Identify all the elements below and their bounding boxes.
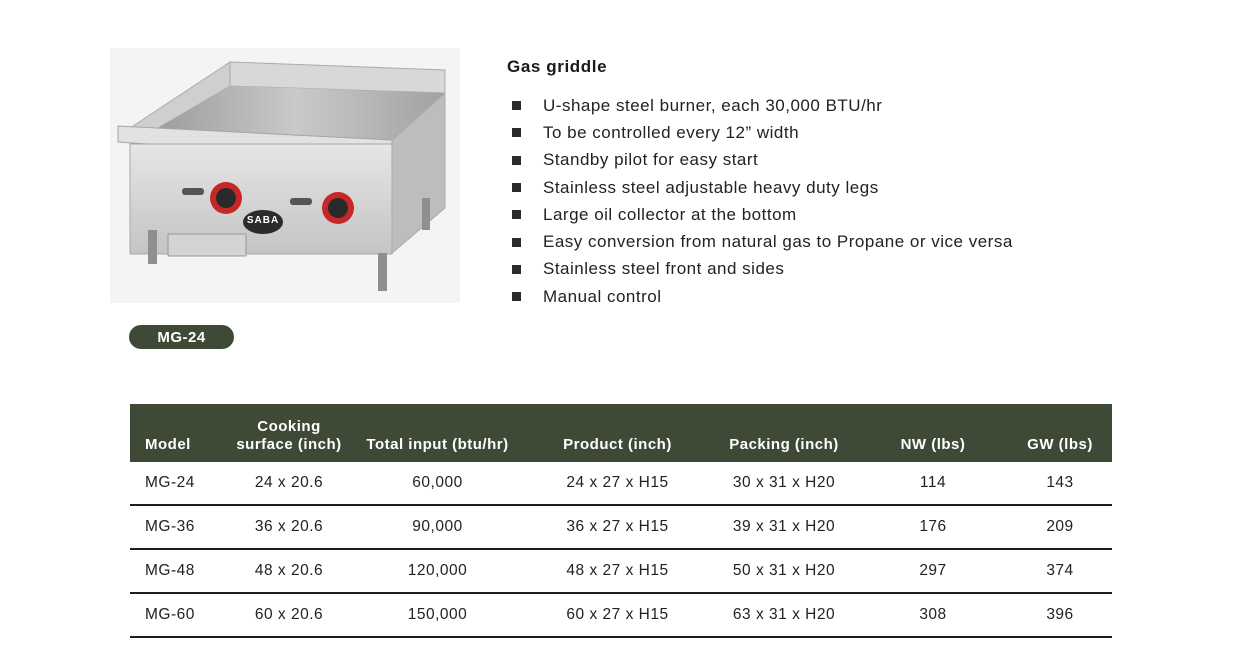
feature-list — [512, 92, 1013, 310]
cell-cooking: 60 x 20.6 — [228, 593, 350, 637]
cell-nw: 308 — [858, 593, 1008, 637]
cell-nw: 297 — [858, 549, 1008, 593]
cell-product: 24 x 27 x H15 — [525, 462, 710, 505]
cell-nw: 114 — [858, 462, 1008, 505]
product-image — [110, 48, 460, 303]
square-bullet-icon — [512, 183, 521, 192]
col-header-nw: NW (lbs) — [858, 404, 1008, 462]
feature-item: To be controlled every 12” width — [512, 119, 1013, 146]
cell-model: MG-24 — [130, 462, 228, 505]
product-title: Gas griddle — [507, 57, 608, 76]
col-header-product: Product (inch) — [525, 404, 710, 462]
cell-model: MG-60 — [130, 593, 228, 637]
square-bullet-icon — [512, 156, 521, 165]
brand-logo: SABA — [246, 215, 280, 226]
cell-gw: 209 — [1008, 505, 1112, 549]
col-header-cooking-surface: Cooking surface (inch) — [228, 404, 350, 462]
cell-cooking: 24 x 20.6 — [228, 462, 350, 505]
cell-product: 36 x 27 x H15 — [525, 505, 710, 549]
feature-item: Easy conversion from natural gas to Propane or vice versa — [512, 228, 1013, 255]
square-bullet-icon — [512, 238, 521, 247]
square-bullet-icon — [512, 265, 521, 274]
spec-table — [130, 404, 1112, 638]
col-header-model: Model — [130, 404, 228, 462]
gas-griddle-illustration — [110, 48, 460, 303]
table-row — [130, 462, 1112, 505]
cell-input: 90,000 — [350, 505, 525, 549]
cell-cooking: 48 x 20.6 — [228, 549, 350, 593]
table-row — [130, 505, 1112, 549]
cell-gw: 143 — [1008, 462, 1112, 505]
cell-packing: 39 x 31 x H20 — [710, 505, 858, 549]
col-header-gw: GW (lbs) — [1008, 404, 1112, 462]
table-header-row — [130, 404, 1112, 462]
cell-gw: 396 — [1008, 593, 1112, 637]
feature-item: Large oil collector at the bottom — [512, 201, 1013, 228]
cell-model: MG-48 — [130, 549, 228, 593]
model-badge: MG-24 — [129, 325, 234, 349]
cell-input: 120,000 — [350, 549, 525, 593]
cell-product: 60 x 27 x H15 — [525, 593, 710, 637]
feature-item: Standby pilot for easy start — [512, 147, 1013, 174]
square-bullet-icon — [512, 292, 521, 301]
table-row — [130, 593, 1112, 637]
feature-item: Stainless steel front and sides — [512, 256, 1013, 283]
table-row — [130, 549, 1112, 593]
col-header-total-input: Total input (btu/hr) — [350, 404, 525, 462]
feature-item: U-shape steel burner, each 30,000 BTU/hr — [512, 92, 1013, 119]
cell-packing: 50 x 31 x H20 — [710, 549, 858, 593]
square-bullet-icon — [512, 210, 521, 219]
feature-item: Stainless steel adjustable heavy duty legs — [512, 174, 1013, 201]
cell-input: 60,000 — [350, 462, 525, 505]
cell-product: 48 x 27 x H15 — [525, 549, 710, 593]
cell-input: 150,000 — [350, 593, 525, 637]
cell-model: MG-36 — [130, 505, 228, 549]
cell-nw: 176 — [858, 505, 1008, 549]
cell-packing: 63 x 31 x H20 — [710, 593, 858, 637]
square-bullet-icon — [512, 101, 521, 110]
cell-gw: 374 — [1008, 549, 1112, 593]
cell-packing: 30 x 31 x H20 — [710, 462, 858, 505]
feature-item: Manual control — [512, 283, 1013, 310]
col-header-packing: Packing (inch) — [710, 404, 858, 462]
square-bullet-icon — [512, 128, 521, 137]
cell-cooking: 36 x 20.6 — [228, 505, 350, 549]
